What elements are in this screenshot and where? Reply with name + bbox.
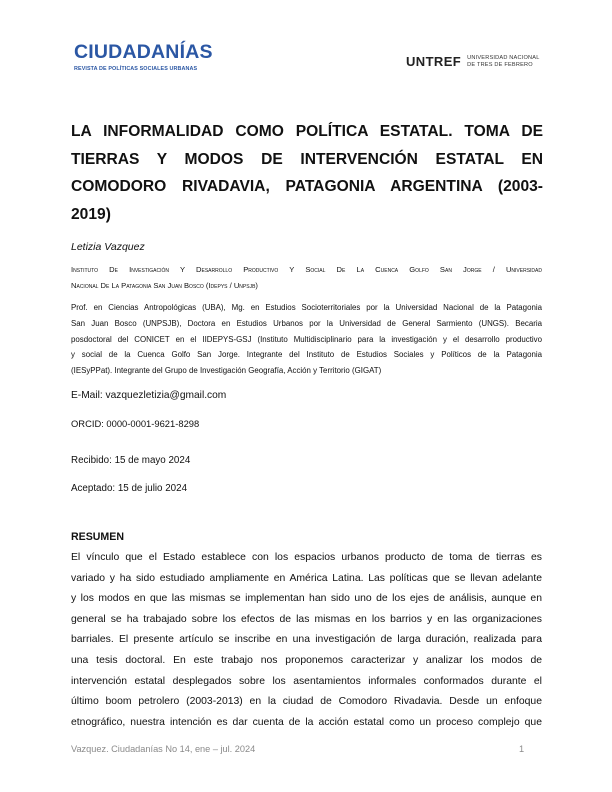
bio-line: posdoctoral del CONICET en el IIDEPYS-GSJ (Instituto Multidisciplinario para la investigación y el desarrollo productivo <box>71 334 542 344</box>
institution-line: Nacional De La Patagonia San Juan Bosco (Idepys / Unpsjb) <box>71 281 258 290</box>
university-acronym: UNTREF <box>406 54 462 69</box>
abstract-line: general se ha trabajado sobre los efectos de las mismas en los barrios y en las organizaciones <box>71 613 542 625</box>
title-line: COMODORO RIVADAVIA, PATAGONIA ARGENTINA (2003- <box>71 178 543 195</box>
university-logo <box>406 54 540 69</box>
bio-line: Prof. en Ciencias Antropológicas (UBA), Mg. en Estudios Socioterritoriales por la Universidad Nacional de la Patagonia <box>71 303 542 312</box>
institution-line: Instituto De Investigación Y Desarrollo Productivo Y Social De La Cuenca Golfo San Jorge / Universidad <box>71 265 542 274</box>
university-name <box>467 55 539 69</box>
journal-subtitle: REVISTA DE POLÍTICAS SOCIALES URBANAS <box>74 66 198 72</box>
author-institution <box>71 262 542 294</box>
article-title <box>71 118 543 228</box>
abstract-body <box>71 548 542 733</box>
abstract-line: El vínculo que el Estado establece con los espacios urbanos producto de toma de tierras es <box>71 552 542 563</box>
abstract-line: barriales. El presente artículo se inscribe en una investigación de larga duración, realizada para <box>71 634 542 646</box>
abstract-line: y los modos en que las mismas se implementan han sido uno de los ejes de análisis, aunque en <box>71 593 542 605</box>
abstract-heading: RESUMEN <box>71 531 124 543</box>
journal-logo <box>74 41 213 73</box>
author-bio <box>71 300 542 379</box>
abstract-line: último boom petrolero (2003-2013) en la ciudad de Comodoro Rivadavia. Desde un enfoque <box>71 696 542 708</box>
bio-line: San Juan Bosco (UNPSJB), Doctora en Estudios Urbanos por la Universidad de General Sarmiento (UNGS). Becaria <box>71 318 542 328</box>
page-number: 1 <box>519 744 525 754</box>
author-email: E-Mail: vazquezletizia@gmail.com <box>71 390 227 401</box>
accepted-date: Aceptado: 15 de julio 2024 <box>71 483 188 494</box>
abstract-line: variado y ha sido estudiado ampliamente en América Latina. Las políticas que se llevan adelante <box>71 572 542 584</box>
title-line: 2019) <box>71 205 111 223</box>
received-date: Recibido: 15 de mayo 2024 <box>71 455 191 466</box>
author-orcid: ORCID: 0000-0001-9621-8298 <box>71 418 200 429</box>
university-name-line2: DE TRES DE FEBRERO <box>467 61 533 68</box>
journal-name: CIUDADANÍAS <box>74 41 213 63</box>
bio-line: (IESyPPat). Integrante del Grupo de Investigación Geografía, Acción y Territorio (GIGAT) <box>71 366 382 376</box>
bio-line: y social de la Cuenca Golfo San Jorge. Integrante del Instituto de Estudios Sociales y Políticos de la Patagonia <box>71 350 542 360</box>
abstract-line: una tesis doctoral. En este trabajo nos proponemos caracterizar y analizar los modos de <box>71 654 542 666</box>
university-name-line1: UNIVERSIDAD NACIONAL <box>467 54 540 61</box>
abstract-line: intervención estatal desplegados sobre los asentamientos informales conformados durante el <box>71 675 542 687</box>
title-line: TIERRAS Y MODOS DE INTERVENCIÓN ESTATAL EN <box>71 150 543 168</box>
author-name: Letizia Vazquez <box>71 241 145 253</box>
footer-citation: Vazquez. Ciudadanías No 14, ene – jul. 2024 <box>71 744 256 754</box>
abstract-line: etnográfico, nuestra intención es dar cuenta de la acción estatal como un proceso complejo que <box>71 716 542 728</box>
title-line: LA INFORMALIDAD COMO POLÍTICA ESTATAL. TOMA DE <box>71 123 543 140</box>
